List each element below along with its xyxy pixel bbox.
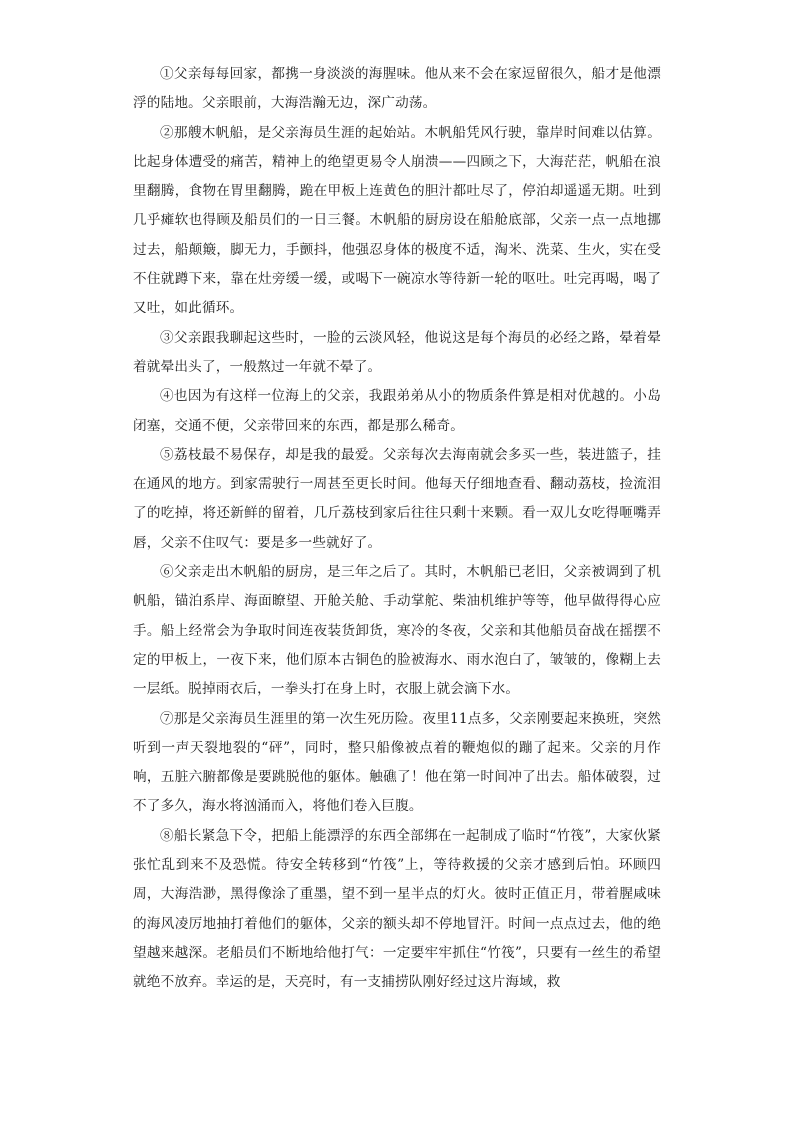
paragraph-3: ③父亲跟我聊起这些时，一脸的云淡风轻，他说这是每个海员的必经之路，晕着晕着就晕出头了，一般熬过一年就不晕了。 bbox=[133, 329, 661, 375]
paragraph-8: ⑧船长紧急下令，把船上能漂浮的东西全部绑在一起制成了临时“竹筏”，大家伙紧张忙乱到来不及恐慌。待安全转移到“竹筏”上，等待救援的父亲才感到后怕。环顾四周，大海浩渺，黑得像涂了重墨，望不到一星半点的灯火。彼时正值正月，带着腥咸味的海风凌厉地抽打着他们的躯体，父亲的额头却不停地冒汗。时间一点点过去，他的绝望越来越深。老船员们不断地给他打气：一定要牢牢抓住“竹筏”，只要有一丝生的希望就绝不放弃。幸运的是，天亮时，有一支捕捞队刚好经过这片海域，救 bbox=[133, 827, 661, 991]
paragraph-1: ①父亲每每回家，都携一身淡淡的海腥味。他从来不会在家逗留很久，船才是他漂浮的陆地。父亲眼前，大海浩瀚无边，深广动荡。 bbox=[133, 66, 661, 112]
paragraph-7: ⑦那是父亲海员生涯里的第一次生死历险。夜里11点多，父亲刚要起来换班，突然听到一声天裂地裂的“砰”，同时，整只船像被点着的鞭炮似的蹦了起来。父亲的月作响，五脏六腑都像是要跳脱他的躯体。触礁了！他在第一时间冲了出去。船体破裂，过不了多久，海水将汹涌而入，将他们卷入巨腹。 bbox=[133, 710, 661, 815]
paragraph-6: ⑥父亲走出木帆船的厨房，是三年之后了。其时，木帆船已老旧，父亲被调到了机帆船，锚泊系岸、海面瞭望、开舱关舱、手动掌舵、柴油机维护等等，他早做得得心应手。船上经常会为争取时间连夜装货卸货，寒冷的冬夜，父亲和其他船员奋战在摇摆不定的甲板上，一夜下来，他们原本古铜色的脸被海水、雨水泡白了，皱皱的，像糊上去一层纸。脱掉雨衣后，一拳头打在身上时，衣服上就会滴下水。 bbox=[133, 564, 661, 698]
paragraph-4: ④也因为有这样一位海上的父亲，我跟弟弟从小的物质条件算是相对优越的。小岛闭塞，交通不便，父亲带回来的东西，都是那么稀奇。 bbox=[133, 388, 661, 434]
document-page bbox=[133, 60, 661, 998]
paragraph-2: ②那艘木帆船，是父亲海员生涯的起始站。木帆船凭风行驶，靠岸时间难以估算。比起身体遭受的痛苦，精神上的绝望更易令人崩溃——四顾之下，大海茫茫，帆船在浪里翻腾，食物在胃里翻腾，跪在甲板上连黄色的胆汁都吐尽了，停泊却遥遥无期。吐到几乎瘫软也得顾及船员们的一日三餐。木帆船的厨房设在船舱底部，父亲一点一点地挪过去，船颠簸，脚无力，手颤抖，他强忍身体的极度不适，淘米、洗菜、生火，实在受不住就蹲下来，靠在灶旁缓一缓，或喝下一碗凉水等待新一轮的呕吐。吐完再喝，喝了又吐，如此循环。 bbox=[133, 124, 661, 317]
paragraph-5: ⑤荔枝最不易保存，却是我的最爱。父亲每次去海南就会多买一些，装进篮子，挂在通风的地方。到家需驶行一周甚至更长时间。他每天仔细地查看、翻动荔枝，捡流泪了的吃掉，将还新鲜的留着，几斤荔枝到家后往往只剩十来颗。看一双儿女吃得咂嘴弄唇，父亲不住叹气：要是多一些就好了。 bbox=[133, 446, 661, 551]
